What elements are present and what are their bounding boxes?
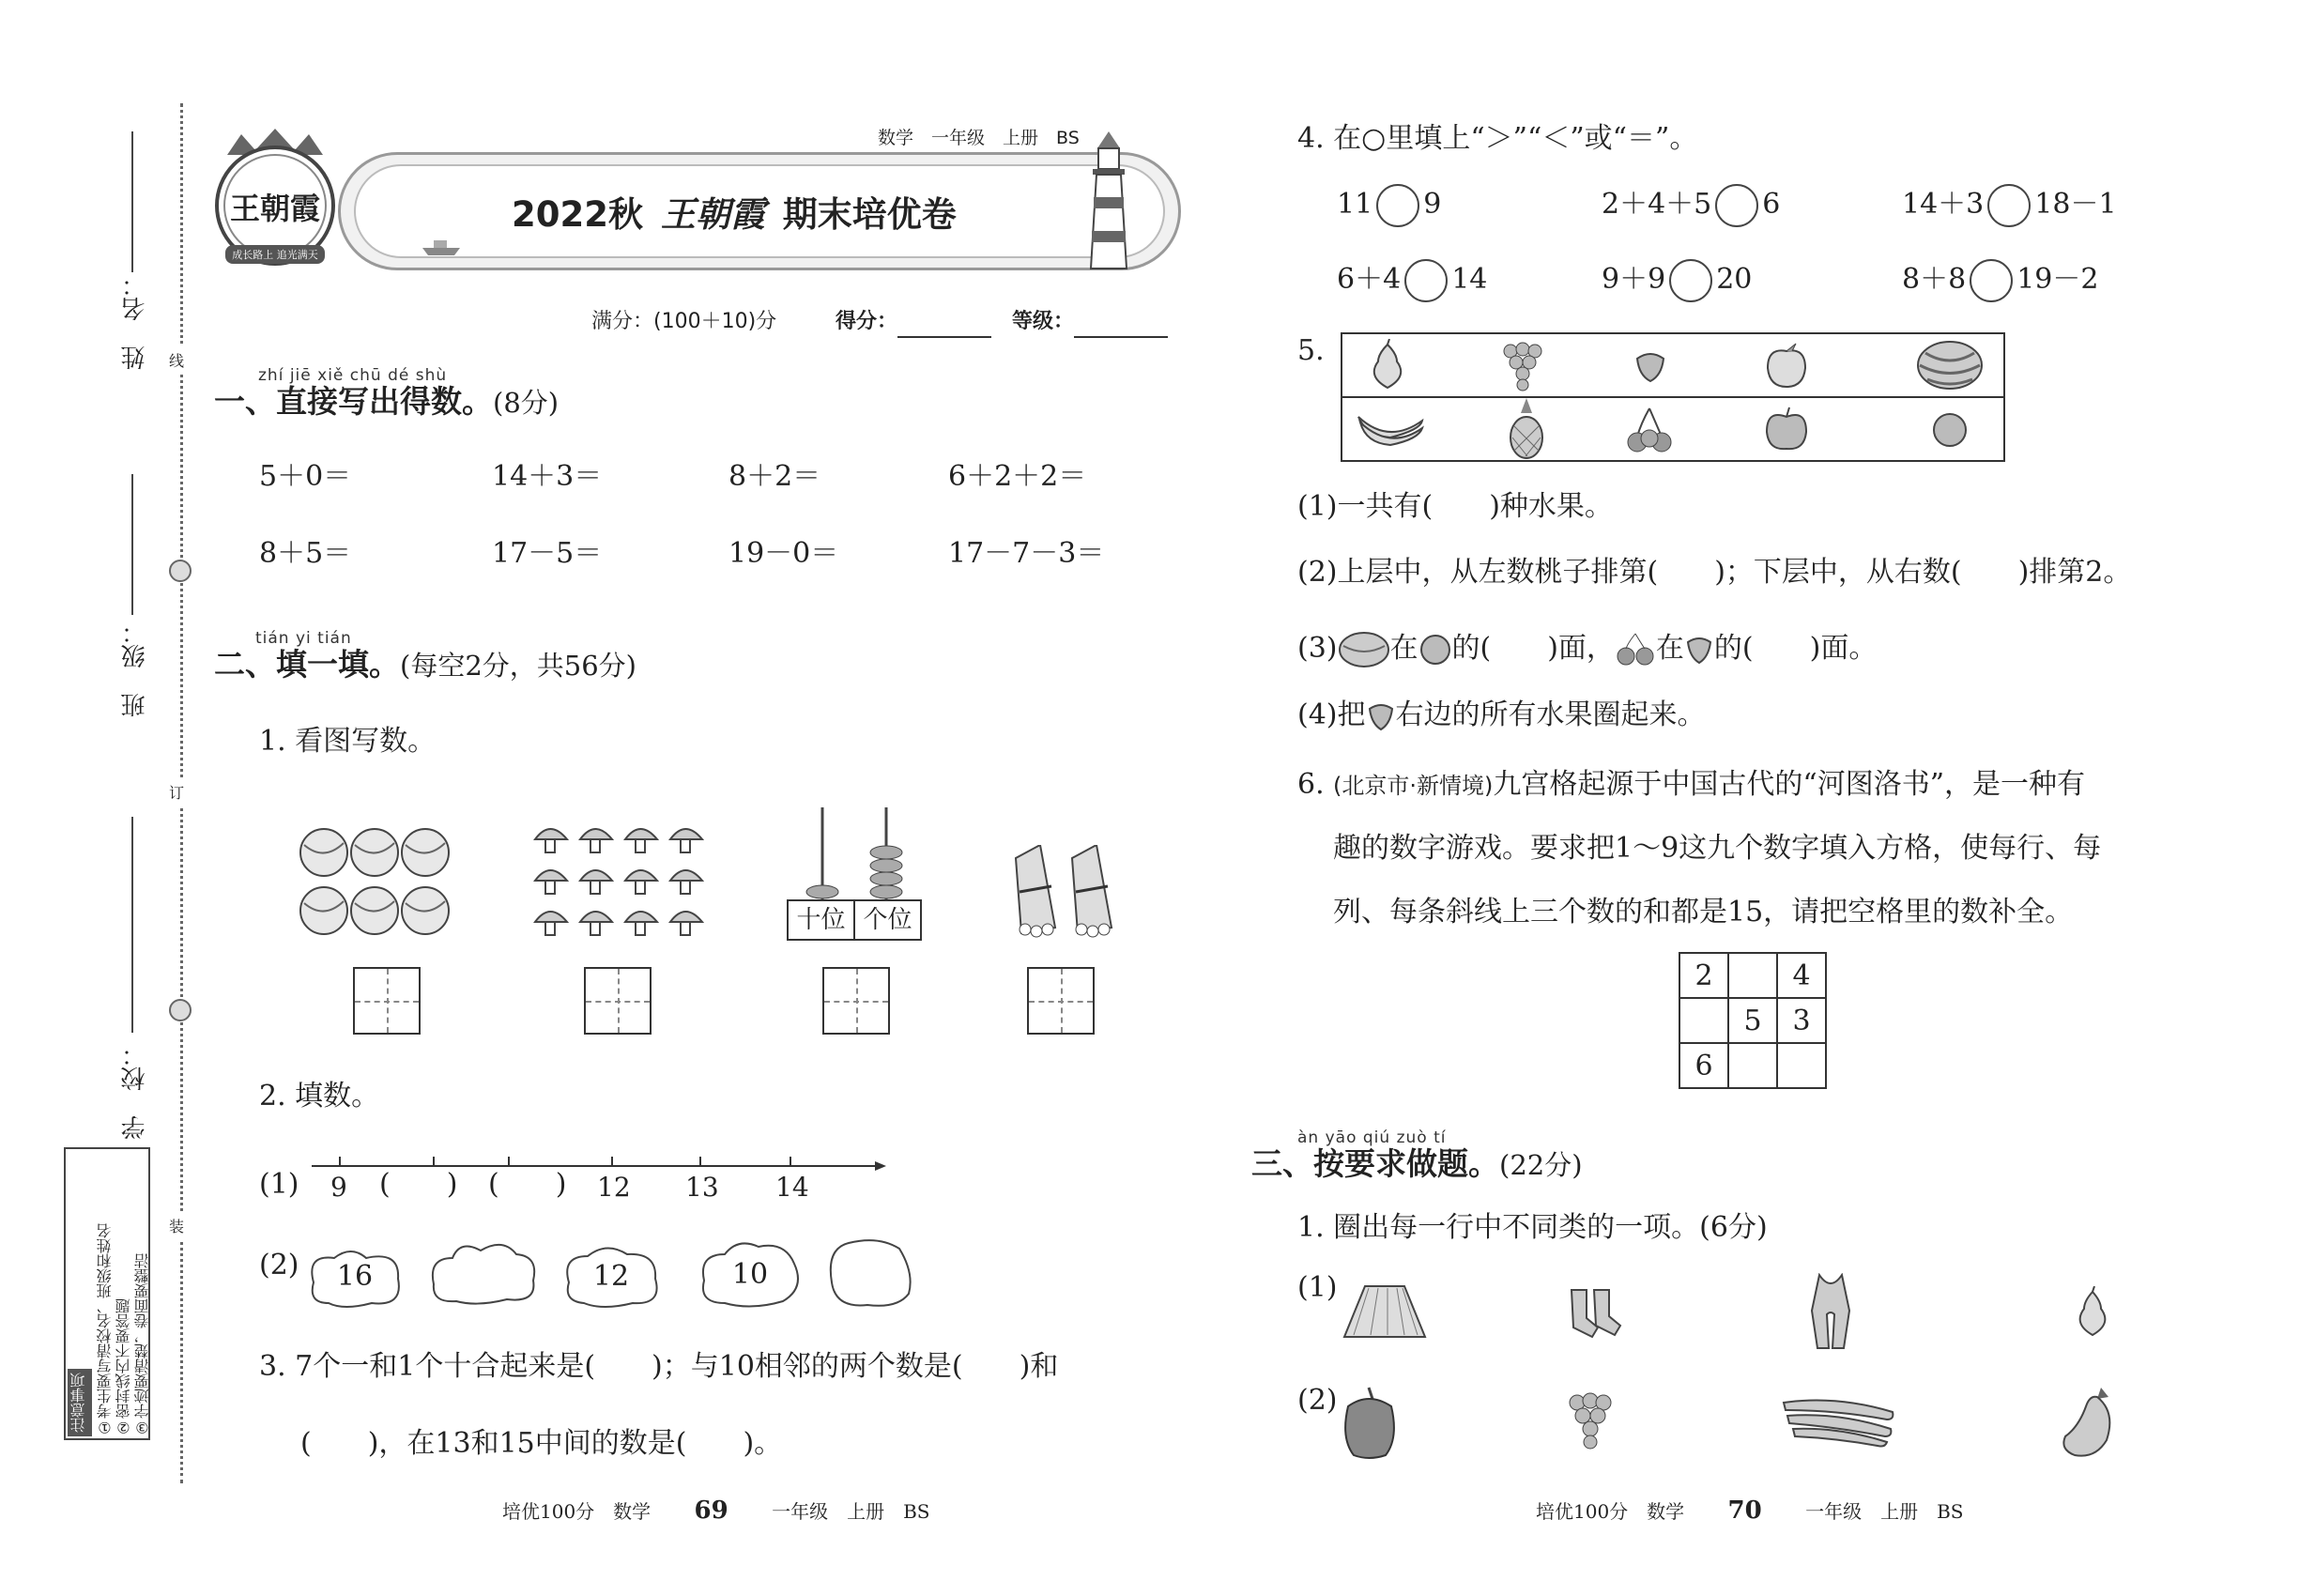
strawberry-icon — [1622, 340, 1679, 392]
number-blob: 16 — [306, 1245, 404, 1311]
title-rest: 期末培优卷 — [782, 194, 957, 235]
compare-circle[interactable] — [1987, 184, 2031, 227]
calc-item: 19－0＝ — [728, 537, 839, 570]
q5-sub2: (2)上层中，从左数桃子排第( )；下层中，从右数( )排第2。 — [1297, 556, 2132, 589]
grid-cell[interactable] — [1728, 953, 1777, 998]
note-item: ①考生要写清校名、班级和姓名 — [96, 1223, 114, 1436]
class-field[interactable] — [131, 474, 133, 615]
seal-char-3: 装 — [169, 1211, 184, 1240]
seal-char-2: 订 — [169, 777, 184, 806]
numberline-tick: 13 — [685, 1172, 719, 1203]
eggplant-icon[interactable] — [2060, 1384, 2120, 1459]
compare-item: 6＋4 14 — [1337, 259, 1487, 302]
pineapple-icon — [1489, 398, 1564, 460]
p3-q1-title: 1. 圈出每一行中不同类的一项。(6分) — [1297, 1211, 1768, 1244]
compare-circle[interactable] — [1970, 259, 2013, 302]
pepper-icon[interactable] — [1341, 1386, 1399, 1461]
grid-cell[interactable] — [1777, 1043, 1826, 1088]
compare-item: 2＋4＋5 6 — [1602, 184, 1780, 227]
name-field[interactable] — [131, 131, 133, 272]
orange-icon — [1917, 404, 1983, 456]
numberline-label: (1) — [259, 1168, 299, 1201]
answer-box[interactable] — [1027, 967, 1095, 1035]
grid-cell[interactable] — [1679, 998, 1728, 1043]
q6-number: 6. — [1297, 768, 1325, 801]
cucumber-icon[interactable] — [1780, 1389, 1898, 1448]
grade-field[interactable] — [1074, 336, 1168, 338]
pear-icon[interactable] — [2071, 1286, 2114, 1339]
part3-pinyin: àn yāo qiú zuò tí — [1297, 1128, 1447, 1147]
apple-icon — [1754, 400, 1819, 458]
q2-title: 2. 填数。 — [259, 1080, 380, 1113]
part1-pinyin: zhí jiē xiě chū dé shù — [258, 366, 448, 385]
calc-item: 8＋5＝ — [259, 537, 352, 570]
balls-icon — [299, 824, 452, 941]
numberline-tick: 12 — [597, 1172, 631, 1203]
answer-box[interactable] — [822, 967, 890, 1035]
calc-item: 6＋2＋2＝ — [948, 460, 1087, 493]
number-blob[interactable] — [822, 1235, 916, 1311]
title-brand: 王朝霞 — [660, 193, 765, 235]
class-label: 班 级： — [121, 620, 149, 717]
ship-icon — [421, 237, 462, 257]
seal-char-1: 线 — [169, 345, 184, 375]
orange-icon — [1418, 633, 1452, 667]
grid-cell: 4 — [1777, 953, 1826, 998]
peach-icon — [1754, 336, 1819, 394]
q5-sub3: (3) 在 的( )面， 在 的( )面。 — [1297, 631, 1877, 668]
school-label: 学 校： — [121, 1042, 149, 1140]
logo-subtext: 成长路上 追光满天 — [232, 249, 318, 261]
magic-square — [1679, 952, 1827, 1089]
calc-item: 17－7－3＝ — [948, 537, 1105, 570]
grid-cell: 6 — [1679, 1043, 1728, 1088]
abacus-ones-label: 个位 — [863, 906, 912, 934]
q1-title: 1. 看图写数。 — [259, 725, 437, 758]
compare-circle[interactable] — [1669, 259, 1712, 302]
answer-box[interactable] — [584, 967, 652, 1035]
q5-number: 5. — [1297, 334, 1325, 367]
number-blob: 12 — [560, 1241, 663, 1311]
socks-icon[interactable] — [1566, 1286, 1624, 1341]
brand-logo — [208, 127, 342, 266]
seal-circle-icon — [169, 560, 192, 582]
title-year: 2022秋 — [512, 194, 643, 235]
banana-icon — [1348, 400, 1433, 458]
subject-tags: 数学 一年级 上册 BS — [878, 128, 1080, 148]
calc-item: 5＋0＝ — [259, 460, 352, 493]
calc-item: 14＋3＝ — [492, 460, 603, 493]
notes-box — [64, 1147, 150, 1440]
p3-row1-label: (1) — [1297, 1271, 1338, 1304]
q6-tag: (北京市·新情境) — [1333, 773, 1494, 799]
compare-item: 11 9 — [1337, 184, 1441, 227]
grid-cell[interactable] — [1728, 1043, 1777, 1088]
footer-right: 培优100分 数学 70 一年级 上册 BS — [1536, 1496, 1964, 1525]
numberline-blank[interactable]: ( ) — [379, 1168, 458, 1201]
number-blob: 10 — [697, 1237, 804, 1311]
p3-row2-label: (2) — [1297, 1384, 1338, 1417]
strawberry-icon — [1366, 701, 1396, 731]
number-blob[interactable] — [428, 1237, 539, 1307]
score-field[interactable] — [897, 336, 991, 338]
calc-item: 8＋2＝ — [728, 460, 821, 493]
watermelon-icon — [1338, 631, 1390, 668]
abacus-icon — [787, 806, 922, 946]
footer-left: 培优100分 数学 69 一年级 上册 BS — [502, 1496, 930, 1525]
full-score: 满分：(100＋10)分 — [591, 310, 777, 333]
note-item: ③字迹要清楚，卷面要整洁 — [133, 1253, 151, 1436]
compare-item: 9＋9 20 — [1602, 259, 1752, 302]
page-number: 70 — [1727, 1496, 1762, 1525]
cherry-icon — [1617, 402, 1682, 458]
grapes-icon — [1485, 334, 1560, 396]
q4-title: 4. 在○里填上“＞”“＜”或“＝”。 — [1297, 122, 1698, 155]
grid-cell: 5 — [1728, 998, 1777, 1043]
compare-item: 8＋8 19－2 — [1902, 259, 2098, 302]
abacus-tens-label: 十位 — [789, 901, 855, 939]
calc-item: 17－5＝ — [492, 537, 603, 570]
compare-item: 14＋3 18－1 — [1902, 184, 2117, 227]
q3-line2: ( )，在13和15中间的数是( )。 — [300, 1427, 783, 1460]
part1-title: 一、直接写出得数。(8分) — [214, 383, 560, 420]
name-label: 姓 名： — [121, 272, 149, 370]
numberline-tick: 14 — [775, 1172, 809, 1203]
numberline-blank[interactable]: ( ) — [488, 1168, 567, 1201]
seal-circle-icon — [169, 999, 192, 1021]
q3-line1: 3. 7个一和1个十合起来是( )；与10相邻的两个数是( )和 — [259, 1350, 1059, 1383]
exam-title — [512, 186, 957, 237]
q6-line3: 列、每条斜线上三个数的和都是15，请把空格里的数补全。 — [1333, 896, 2074, 928]
school-field[interactable] — [131, 817, 133, 1033]
grid-cell: 2 — [1679, 953, 1728, 998]
strawberry-icon — [1684, 635, 1714, 665]
cherry-icon — [1615, 632, 1656, 668]
notes-title: 注意事项 — [68, 1369, 92, 1436]
score-label: 得分： — [836, 310, 898, 333]
q5-sub4: (4)把 右边的所有水果圈起来。 — [1297, 698, 1706, 731]
answer-box[interactable] — [353, 967, 421, 1035]
lighthouse-icon — [1080, 130, 1138, 270]
blob-row-label: (2) — [259, 1249, 299, 1281]
part2-pinyin: tián yi tián — [255, 629, 352, 648]
scarf-icon[interactable] — [1806, 1273, 1855, 1350]
page-number: 69 — [694, 1496, 728, 1525]
stick-bundles-icon — [1003, 845, 1127, 943]
q6-line2: 趣的数字游戏。要求把1～9这九个数字填入方格，使每行、每 — [1333, 832, 2102, 865]
part2-title: 二、填一填。(每空2分，共56分) — [214, 646, 636, 683]
pear-icon — [1350, 336, 1425, 394]
grid-cell: 3 — [1777, 998, 1826, 1043]
compare-circle[interactable] — [1404, 259, 1448, 302]
part3-title: 三、按要求做题。(22分) — [1251, 1145, 1583, 1182]
note-item: ②密封线内不要答题 — [115, 1298, 132, 1436]
grade-label: 等级： — [1012, 310, 1075, 333]
grapes-icon[interactable] — [1566, 1386, 1615, 1453]
numberline-tick: 9 — [330, 1172, 347, 1203]
compare-circle[interactable] — [1376, 184, 1419, 227]
logo-text: 王朝霞 — [229, 191, 320, 226]
mushrooms-icon — [531, 819, 706, 944]
compare-circle[interactable] — [1715, 184, 1758, 227]
q6-line1: (北京市·新情境)九宫格起源于中国古代的“河图洛书”，是一种有 — [1333, 768, 2086, 801]
watermelon-icon — [1908, 336, 1992, 394]
q5-sub1: (1)一共有( )种水果。 — [1297, 490, 1613, 523]
skirt-icon[interactable] — [1341, 1282, 1429, 1343]
